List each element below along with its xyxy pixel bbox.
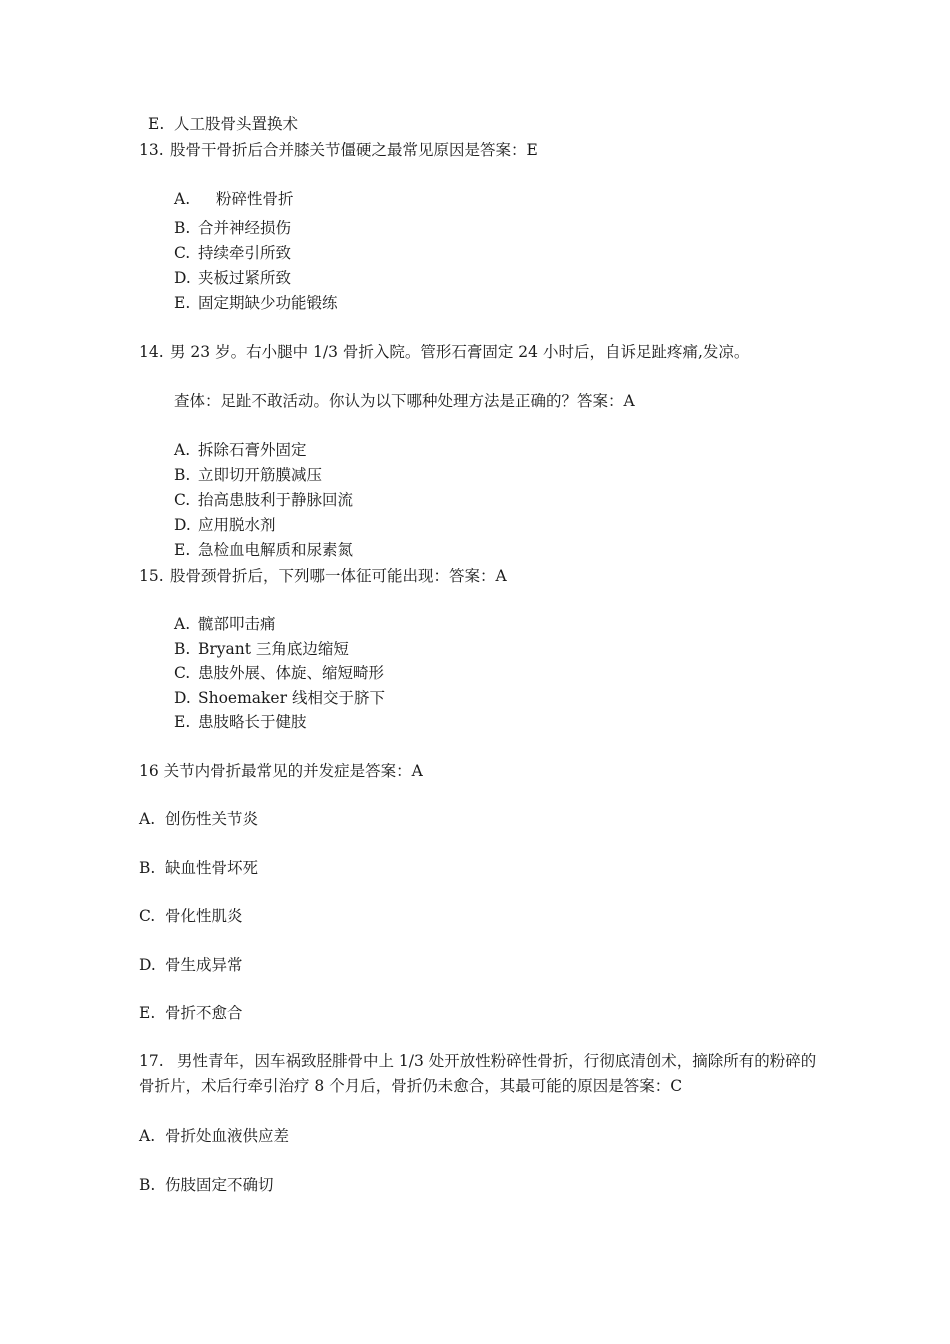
q17-option-b: B. 伤肢固定不确切 xyxy=(139,1176,274,1194)
q14-stem: 14. 男 23 岁。右小腿中 1/3 骨折入院。管形石膏固定 24 小时后，自诉足趾疼痛,发凉。 xyxy=(139,343,750,361)
q14-option-b: B. 立即切开筋膜减压 xyxy=(174,466,323,484)
q14-stem-continued: 查体：足趾不敢活动。你认为以下哪种处理方法是正确的？答案：A xyxy=(174,392,635,410)
prev-option-e: E. 人工股骨头置换术 xyxy=(148,115,299,133)
q16-option-d: D. 骨生成异常 xyxy=(139,956,243,974)
q15-option-d: D. Shoemaker 线相交于脐下 xyxy=(174,689,385,707)
q14-option-a: A. 拆除石膏外固定 xyxy=(174,441,307,459)
q16-stem: 16 关节内骨折最常见的并发症是答案：A xyxy=(139,762,423,780)
q13-option-c: C. 持续牵引所致 xyxy=(174,244,292,262)
q14-option-c: C. 抬高患肢利于静脉回流 xyxy=(174,491,354,509)
q13-option-b: B. 合并神经损伤 xyxy=(174,219,292,237)
q16-option-c: C. 骨化性肌炎 xyxy=(139,907,243,925)
q15-option-a: A. 髋部叩击痛 xyxy=(174,615,276,633)
q17-option-a: A. 骨折处血液供应差 xyxy=(139,1127,290,1145)
q14-option-d: D. 应用脱水剂 xyxy=(174,516,276,534)
q13-option-a: A. 粉碎性骨折 xyxy=(174,190,294,208)
q13-option-d: D. 夹板过紧所致 xyxy=(174,269,292,287)
q13-stem: 13. 股骨干骨折后合并膝关节僵硬之最常见原因是答案：E xyxy=(139,141,538,159)
q16-option-b: B. 缺血性骨坏死 xyxy=(139,859,259,877)
q16-option-a: A. 创伤性关节炎 xyxy=(139,810,259,828)
q15-option-b: B. Bryant 三角底边缩短 xyxy=(174,640,349,658)
q15-option-c: C. 患肢外展、体旋、缩短畸形 xyxy=(174,664,385,682)
q17-stem: 17. 男性青年，因车祸致胫腓骨中上 1/3 处开放性粉碎性骨折，行彻底清创术，摘除所有的粉碎的骨折片，术后行牵引治疗 8 个月后，骨折仍未愈合，其最可能的原因是答案：C xyxy=(139,1052,817,1095)
q16-option-e: E. 骨折不愈合 xyxy=(139,1004,243,1022)
q15-stem: 15. 股骨颈骨折后，下列哪一体征可能出现：答案：A xyxy=(139,567,507,585)
q15-option-e: E. 患肢略长于健肢 xyxy=(174,713,307,731)
q14-option-e: E. 急检血电解质和尿素氮 xyxy=(174,541,354,559)
q13-option-e: E. 固定期缺少功能锻练 xyxy=(174,294,338,312)
